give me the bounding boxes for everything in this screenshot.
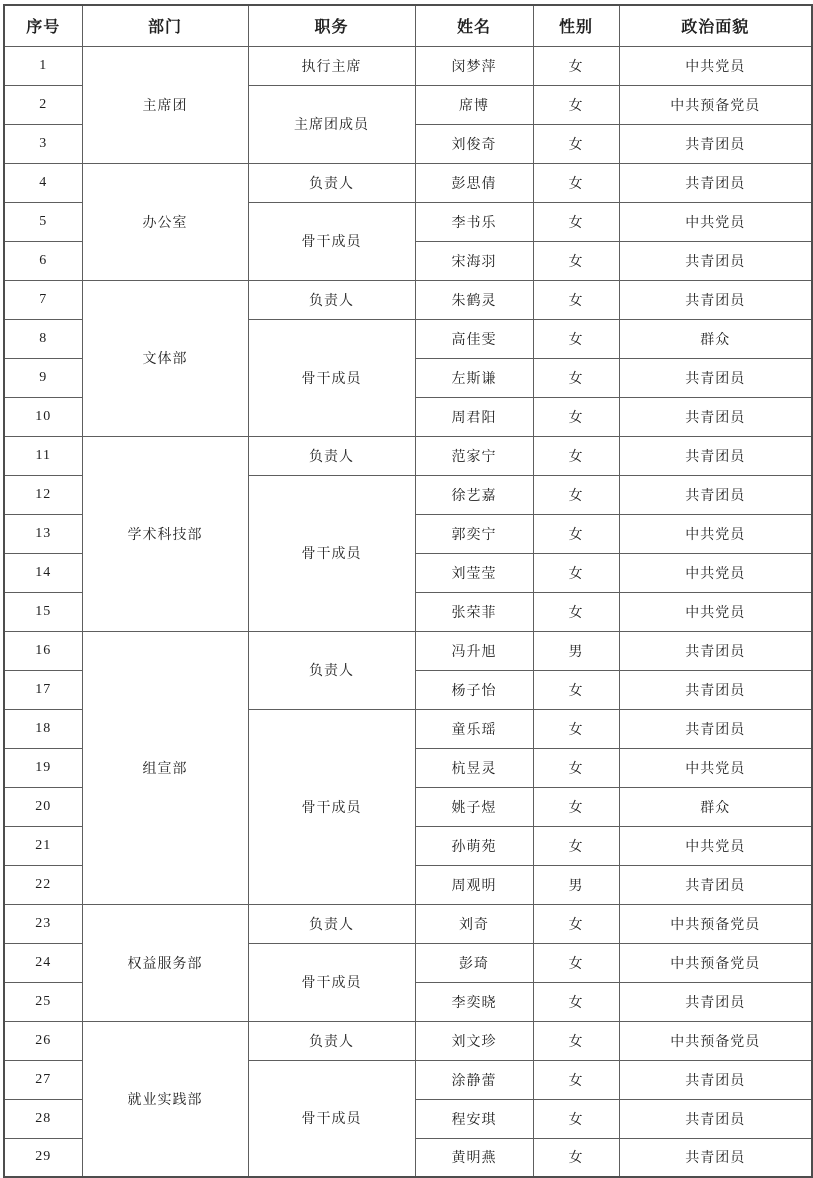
cell-political-status: 中共党员 — [619, 514, 812, 553]
cell-name: 童乐瑶 — [415, 709, 533, 748]
cell-name: 冯升旭 — [415, 631, 533, 670]
cell-political-status: 中共预备党员 — [619, 943, 812, 982]
cell-serial: 23 — [4, 904, 82, 943]
cell-name: 姚子煜 — [415, 787, 533, 826]
cell-serial: 16 — [4, 631, 82, 670]
column-header-position: 职务 — [248, 5, 415, 46]
cell-name: 周观明 — [415, 865, 533, 904]
cell-gender: 女 — [533, 787, 619, 826]
cell-name: 孙萌苑 — [415, 826, 533, 865]
cell-gender: 女 — [533, 241, 619, 280]
cell-gender: 女 — [533, 475, 619, 514]
cell-political-status: 共青团员 — [619, 358, 812, 397]
cell-political-status: 共青团员 — [619, 709, 812, 748]
cell-serial: 21 — [4, 826, 82, 865]
cell-political-status: 共青团员 — [619, 436, 812, 475]
cell-serial: 22 — [4, 865, 82, 904]
cell-serial: 1 — [4, 46, 82, 85]
table-row — [4, 904, 812, 943]
cell-serial: 18 — [4, 709, 82, 748]
cell-position: 骨干成员 — [248, 1060, 415, 1177]
cell-name: 李奕晓 — [415, 982, 533, 1021]
cell-gender: 男 — [533, 865, 619, 904]
cell-position: 骨干成员 — [248, 475, 415, 631]
cell-political-status: 共青团员 — [619, 1099, 812, 1138]
cell-name: 宋海羽 — [415, 241, 533, 280]
cell-name: 刘俊奇 — [415, 124, 533, 163]
cell-gender: 女 — [533, 1060, 619, 1099]
table-row — [4, 436, 812, 475]
cell-gender: 女 — [533, 943, 619, 982]
cell-name: 刘莹莹 — [415, 553, 533, 592]
cell-political-status: 群众 — [619, 787, 812, 826]
column-header-political-status: 政治面貌 — [619, 5, 812, 46]
cell-political-status: 中共预备党员 — [619, 85, 812, 124]
cell-gender: 女 — [533, 748, 619, 787]
cell-gender: 女 — [533, 202, 619, 241]
cell-political-status: 共青团员 — [619, 163, 812, 202]
cell-name: 程安琪 — [415, 1099, 533, 1138]
cell-political-status: 共青团员 — [619, 631, 812, 670]
cell-gender: 女 — [533, 163, 619, 202]
cell-political-status: 中共党员 — [619, 826, 812, 865]
table-header-row — [4, 5, 812, 46]
cell-political-status: 群众 — [619, 319, 812, 358]
cell-gender: 女 — [533, 1138, 619, 1177]
cell-name: 杨子怡 — [415, 670, 533, 709]
cell-name: 彭思倩 — [415, 163, 533, 202]
cell-serial: 28 — [4, 1099, 82, 1138]
cell-name: 彭琦 — [415, 943, 533, 982]
cell-serial: 24 — [4, 943, 82, 982]
cell-name: 高佳雯 — [415, 319, 533, 358]
cell-department: 文体部 — [82, 280, 248, 436]
cell-serial: 27 — [4, 1060, 82, 1099]
cell-serial: 11 — [4, 436, 82, 475]
cell-serial: 8 — [4, 319, 82, 358]
cell-gender: 女 — [533, 826, 619, 865]
cell-position: 骨干成员 — [248, 943, 415, 1021]
cell-political-status: 共青团员 — [619, 1060, 812, 1099]
roster-table-body — [4, 46, 812, 1177]
cell-gender: 女 — [533, 1099, 619, 1138]
cell-political-status: 共青团员 — [619, 670, 812, 709]
cell-gender: 女 — [533, 514, 619, 553]
cell-serial: 5 — [4, 202, 82, 241]
cell-serial: 25 — [4, 982, 82, 1021]
cell-gender: 女 — [533, 553, 619, 592]
column-header-name: 姓名 — [415, 5, 533, 46]
cell-department: 就业实践部 — [82, 1021, 248, 1177]
cell-gender: 女 — [533, 319, 619, 358]
cell-political-status: 中共预备党员 — [619, 904, 812, 943]
cell-position: 负责人 — [248, 280, 415, 319]
cell-serial: 14 — [4, 553, 82, 592]
cell-political-status: 共青团员 — [619, 397, 812, 436]
cell-position: 骨干成员 — [248, 202, 415, 280]
cell-name: 李书乐 — [415, 202, 533, 241]
cell-gender: 女 — [533, 46, 619, 85]
cell-political-status: 中共党员 — [619, 748, 812, 787]
cell-name: 周君阳 — [415, 397, 533, 436]
cell-serial: 26 — [4, 1021, 82, 1060]
cell-political-status: 中共预备党员 — [619, 1021, 812, 1060]
cell-name: 闵梦萍 — [415, 46, 533, 85]
cell-name: 朱鹤灵 — [415, 280, 533, 319]
cell-serial: 20 — [4, 787, 82, 826]
roster-table — [3, 4, 813, 1178]
cell-name: 张荣菲 — [415, 592, 533, 631]
cell-gender: 女 — [533, 1021, 619, 1060]
cell-gender: 女 — [533, 85, 619, 124]
cell-department: 组宣部 — [82, 631, 248, 904]
cell-gender: 女 — [533, 124, 619, 163]
cell-position: 负责人 — [248, 631, 415, 709]
cell-gender: 女 — [533, 982, 619, 1021]
cell-gender: 男 — [533, 631, 619, 670]
cell-name: 左斯谦 — [415, 358, 533, 397]
column-header-serial: 序号 — [4, 5, 82, 46]
cell-serial: 9 — [4, 358, 82, 397]
cell-serial: 7 — [4, 280, 82, 319]
cell-serial: 17 — [4, 670, 82, 709]
cell-position: 主席团成员 — [248, 85, 415, 163]
cell-name: 范家宁 — [415, 436, 533, 475]
cell-serial: 13 — [4, 514, 82, 553]
cell-political-status: 中共党员 — [619, 592, 812, 631]
cell-name: 黄明燕 — [415, 1138, 533, 1177]
table-row — [4, 631, 812, 670]
cell-serial: 19 — [4, 748, 82, 787]
cell-gender: 女 — [533, 592, 619, 631]
cell-position: 执行主席 — [248, 46, 415, 85]
cell-name: 刘奇 — [415, 904, 533, 943]
cell-name: 郭奕宁 — [415, 514, 533, 553]
table-row — [4, 280, 812, 319]
cell-political-status: 共青团员 — [619, 241, 812, 280]
cell-position: 骨干成员 — [248, 709, 415, 904]
cell-gender: 女 — [533, 709, 619, 748]
cell-political-status: 共青团员 — [619, 280, 812, 319]
table-row — [4, 1021, 812, 1060]
cell-political-status: 共青团员 — [619, 124, 812, 163]
cell-gender: 女 — [533, 436, 619, 475]
cell-department: 学术科技部 — [82, 436, 248, 631]
cell-serial: 12 — [4, 475, 82, 514]
cell-political-status: 共青团员 — [619, 475, 812, 514]
cell-political-status: 中共党员 — [619, 553, 812, 592]
cell-political-status: 共青团员 — [619, 865, 812, 904]
cell-political-status: 中共党员 — [619, 202, 812, 241]
cell-gender: 女 — [533, 358, 619, 397]
cell-gender: 女 — [533, 397, 619, 436]
cell-serial: 15 — [4, 592, 82, 631]
cell-name: 徐艺嘉 — [415, 475, 533, 514]
cell-serial: 2 — [4, 85, 82, 124]
cell-gender: 女 — [533, 670, 619, 709]
cell-gender: 女 — [533, 280, 619, 319]
cell-serial: 10 — [4, 397, 82, 436]
cell-department: 权益服务部 — [82, 904, 248, 1021]
cell-serial: 29 — [4, 1138, 82, 1177]
cell-position: 负责人 — [248, 1021, 415, 1060]
cell-serial: 4 — [4, 163, 82, 202]
cell-position: 负责人 — [248, 436, 415, 475]
column-header-gender: 性别 — [533, 5, 619, 46]
cell-serial: 6 — [4, 241, 82, 280]
cell-department: 办公室 — [82, 163, 248, 280]
cell-political-status: 中共党员 — [619, 46, 812, 85]
cell-name: 杭昱灵 — [415, 748, 533, 787]
cell-position: 负责人 — [248, 163, 415, 202]
cell-political-status: 共青团员 — [619, 1138, 812, 1177]
cell-serial: 3 — [4, 124, 82, 163]
cell-name: 涂静蕾 — [415, 1060, 533, 1099]
table-row — [4, 163, 812, 202]
cell-position: 骨干成员 — [248, 319, 415, 436]
cell-position: 负责人 — [248, 904, 415, 943]
cell-name: 席博 — [415, 85, 533, 124]
cell-political-status: 共青团员 — [619, 982, 812, 1021]
cell-department: 主席团 — [82, 46, 248, 163]
cell-gender: 女 — [533, 904, 619, 943]
column-header-department: 部门 — [82, 5, 248, 46]
cell-name: 刘文珍 — [415, 1021, 533, 1060]
table-row — [4, 46, 812, 85]
